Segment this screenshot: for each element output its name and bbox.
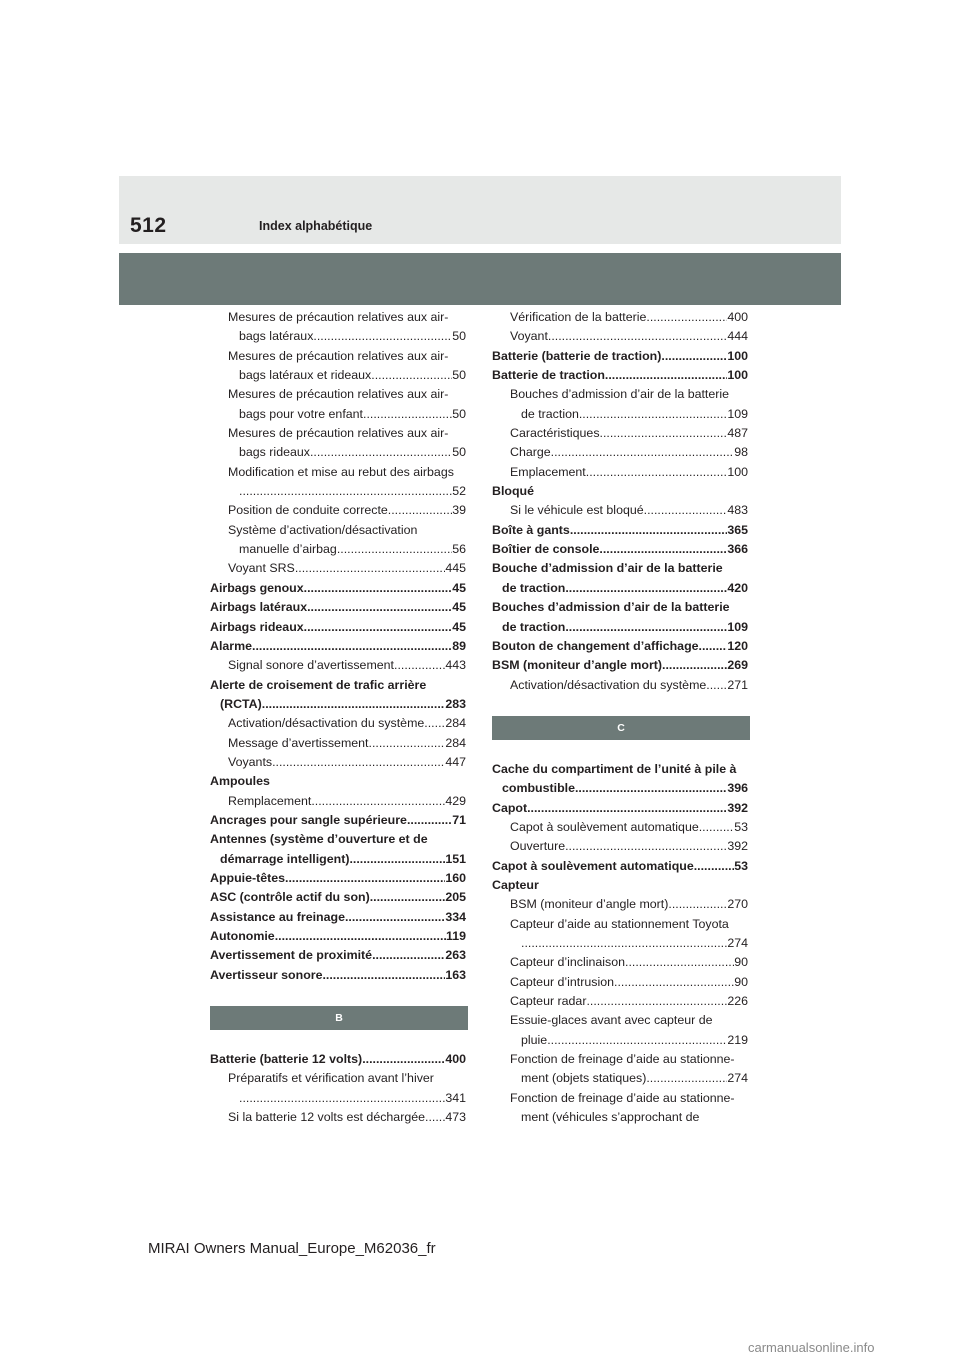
index-entry[interactable]	[210, 927, 466, 946]
index-entry-text: Voyants	[228, 754, 273, 769]
index-entry-text: Vérification de la batterie	[510, 310, 647, 324]
index-entry-text: Si la batterie 12 volts est déchargée	[228, 1110, 425, 1125]
index-entry-text: manuelle d’airbag	[239, 542, 337, 557]
index-entry[interactable]	[210, 734, 466, 753]
dot-leader	[252, 637, 452, 656]
index-entry-text: Autonomie	[210, 929, 275, 943]
index-entry[interactable]	[492, 656, 748, 675]
index-entry-text: Position de conduite correcte	[228, 503, 388, 518]
index-entry[interactable]	[492, 579, 748, 598]
index-entry-page[interactable]: 90	[734, 955, 748, 970]
index-entry[interactable]	[492, 559, 748, 578]
index-entry-page[interactable]: 90	[734, 974, 748, 989]
index-entry-page[interactable]: 50	[452, 368, 466, 383]
index-column-left	[210, 308, 466, 1127]
index-entry[interactable]	[492, 973, 748, 992]
index-entry-text: de traction	[521, 406, 579, 421]
dot-leader	[644, 501, 728, 520]
index-entry-page[interactable]: 400	[445, 1052, 466, 1067]
section-spacer	[492, 695, 748, 716]
index-entry-page[interactable]: 274	[727, 935, 748, 950]
dot-leader	[311, 792, 445, 811]
index-entry-text: BSM (moniteur d’angle mort)	[492, 658, 663, 673]
index-entry-page[interactable]: 392	[727, 800, 748, 815]
dot-leader	[322, 966, 445, 985]
section-title: Index alphabétique	[259, 219, 373, 233]
index-entry[interactable]	[492, 501, 748, 520]
index-entry[interactable]	[210, 598, 466, 617]
index-entry-page[interactable]: 205	[445, 890, 466, 905]
index-entry-page[interactable]: 487	[727, 426, 748, 441]
index-entry-page[interactable]: 50	[452, 406, 466, 421]
index-entry-page[interactable]: 420	[727, 580, 748, 595]
index-entry-page[interactable]: 53	[734, 819, 748, 834]
index-entry-text: Ampoules	[210, 774, 270, 789]
dot-leader	[551, 443, 735, 462]
index-entry[interactable]	[210, 482, 466, 501]
index-entry[interactable]	[492, 308, 748, 327]
index-entry-text: Voyant SRS	[228, 561, 295, 576]
index-entry-text: combustible	[502, 781, 575, 796]
index-entry-page[interactable]: 284	[445, 735, 466, 750]
index-entry[interactable]	[210, 676, 466, 695]
index-entry-text: Capteur radar	[510, 994, 587, 1008]
dot-leader	[372, 946, 445, 965]
index-entry-page[interactable]: 365	[727, 522, 748, 537]
index-entry-text: bags latéraux et rideaux	[239, 368, 372, 383]
header-divider-band	[119, 253, 841, 305]
dot-leader	[363, 405, 452, 424]
dot-leader	[349, 850, 445, 869]
dot-leader	[310, 443, 452, 462]
dot-leader	[371, 366, 452, 385]
dot-leader	[304, 618, 453, 637]
index-entry-text: Appuie-têtes	[210, 870, 286, 885]
index-entry-text: Mesures de précaution relatives aux air-	[228, 426, 449, 441]
section-spacer	[210, 985, 466, 1006]
index-entry[interactable]	[210, 559, 466, 578]
index-entry-page[interactable]: 263	[445, 948, 466, 963]
dot-leader	[614, 973, 734, 992]
index-entry[interactable]	[492, 760, 748, 779]
dot-leader	[668, 895, 727, 914]
index-entry-text: Voyant	[510, 329, 548, 344]
dot-leader	[424, 714, 445, 733]
index-entry-text: Charge	[510, 445, 551, 460]
index-entry-text: Modification et mise au rebut des airbags	[228, 464, 454, 479]
index-entry-text: Boîte à gants	[492, 522, 570, 537]
index-entry-page[interactable]: 226	[727, 994, 748, 1008]
index-entry-text: Mesures de précaution relatives aux air-	[228, 348, 449, 363]
index-entry-text: Cache du compartiment de l’unité à pile à	[492, 761, 737, 776]
index-entry[interactable]	[492, 1050, 748, 1069]
index-entry-page[interactable]: 447	[445, 754, 466, 769]
index-entry-text: Bouton de changement d’affichage	[492, 638, 699, 653]
index-entry[interactable]	[210, 618, 466, 637]
index-entry-text: bags pour votre enfant	[239, 406, 363, 421]
index-entry-page[interactable]: 444	[727, 329, 748, 344]
dot-leader	[661, 347, 727, 366]
index-entry[interactable]	[210, 714, 466, 733]
index-entry[interactable]	[492, 1108, 748, 1127]
index-entry-page[interactable]: 89	[452, 638, 466, 653]
index-entry-page[interactable]: 50	[452, 329, 466, 344]
dot-leader	[394, 656, 445, 675]
index-entry[interactable]	[492, 1031, 748, 1050]
index-entry-page[interactable]: 160	[445, 870, 466, 885]
index-entry-text: Message d’avertissement	[228, 735, 369, 750]
index-entry[interactable]	[492, 876, 748, 895]
index-entry[interactable]	[492, 1011, 748, 1030]
index-entry[interactable]	[492, 366, 748, 385]
dot-leader	[362, 1050, 445, 1069]
section-spacer	[210, 1030, 466, 1050]
index-entry[interactable]	[210, 540, 466, 559]
index-entry[interactable]	[492, 1089, 748, 1108]
index-entry-text: pluie	[521, 1032, 548, 1047]
index-entry-page[interactable]: 45	[452, 580, 466, 595]
index-entry-text: bags latéraux	[239, 329, 314, 344]
dot-leader	[369, 734, 446, 753]
index-entry[interactable]	[210, 637, 466, 656]
index-entry-text: de traction	[502, 580, 566, 595]
index-entry-page[interactable]: 39	[452, 503, 466, 518]
index-entry[interactable]	[492, 1069, 748, 1088]
index-entry[interactable]	[492, 521, 748, 540]
index-entry[interactable]	[210, 521, 466, 540]
dot-leader	[521, 934, 727, 953]
index-entry-page[interactable]: 151	[445, 851, 466, 866]
dot-leader	[262, 695, 446, 714]
index-entry-page[interactable]: 400	[727, 310, 748, 324]
index-entry[interactable]	[492, 857, 748, 876]
index-entry-page[interactable]: 52	[452, 484, 466, 499]
index-entry-text: Avertissement de proximité	[210, 948, 373, 963]
index-entry-text: Bouche d’admission d’air de la batterie	[492, 561, 723, 576]
index-entry-page[interactable]: 109	[727, 406, 748, 421]
index-entry-page[interactable]: 392	[727, 839, 748, 854]
watermark[interactable]: carmanualsonline.info	[748, 1340, 875, 1355]
index-entry-page[interactable]: 45	[452, 619, 466, 634]
index-entry[interactable]	[492, 598, 748, 617]
index-entry-page[interactable]: 219	[727, 1032, 748, 1047]
dot-leader	[285, 869, 445, 888]
index-entry-page[interactable]: 100	[727, 348, 748, 363]
index-entry-text: Ancrages pour sangle supérieure	[210, 812, 407, 827]
index-entry[interactable]	[210, 424, 466, 443]
index-entry-text: Fonction de freinage d’aide au stationne-	[510, 1052, 735, 1067]
index-entry-text: bags rideaux	[239, 445, 310, 460]
index-entry[interactable]	[210, 966, 466, 985]
index-entry-text: Mesures de précaution relatives aux air-	[228, 387, 449, 402]
index-entry-page[interactable]: 366	[727, 542, 748, 557]
dot-leader	[646, 308, 727, 327]
index-entry-text: Préparatifs et vérification avant l’hiver	[228, 1071, 434, 1086]
dot-leader	[570, 521, 728, 540]
dot-leader	[239, 1089, 445, 1108]
index-entry[interactable]	[492, 992, 748, 1011]
index-entry-text: Si le véhicule est bloqué	[510, 503, 644, 518]
index-entry-page[interactable]: 119	[446, 929, 466, 943]
index-column-right	[492, 308, 748, 1127]
index-entry[interactable]	[210, 1089, 466, 1108]
dot-leader	[345, 908, 445, 927]
index-entry[interactable]	[492, 818, 748, 837]
index-entry[interactable]	[492, 934, 748, 953]
index-entry[interactable]	[210, 1050, 466, 1069]
dot-leader	[599, 540, 727, 559]
index-entry[interactable]	[210, 811, 466, 830]
index-entry[interactable]	[210, 850, 466, 869]
index-entry-page[interactable]: 56	[452, 542, 466, 557]
index-entry-text: Remplacement	[228, 793, 312, 808]
index-entry-text: Bouches d’admission d’air de la batterie	[510, 387, 730, 402]
index-entry-text: Capot à soulèvement automatique	[492, 858, 694, 873]
index-entry[interactable]	[492, 443, 748, 462]
dot-leader	[605, 366, 727, 385]
index-entry[interactable]	[210, 385, 466, 404]
index-entry-text: Système d’activation/désactivation	[228, 522, 418, 537]
index-entry-page[interactable]: 443	[445, 658, 466, 673]
index-entry-text: démarrage intelligent)	[220, 851, 350, 866]
dot-leader	[388, 501, 452, 520]
dot-leader	[304, 579, 453, 598]
dot-leader	[527, 799, 727, 818]
dot-leader	[586, 992, 727, 1011]
index-entry[interactable]	[492, 637, 748, 656]
header-band	[119, 176, 841, 244]
index-entry[interactable]	[210, 792, 466, 811]
index-entry[interactable]	[492, 385, 748, 404]
index-entry-text: Activation/désactivation du système	[228, 716, 425, 731]
dot-leader	[313, 327, 452, 346]
letter-section-header: B	[210, 1006, 468, 1030]
index-entry-text: Capteur d’aide au stationnement Toyota	[510, 916, 729, 931]
index-entry[interactable]	[210, 308, 466, 327]
index-entry[interactable]	[210, 463, 466, 482]
index-entry-text: BSM (moniteur d’angle mort)	[510, 897, 669, 912]
index-entry-text: Mesures de précaution relatives aux air-	[228, 310, 449, 324]
dot-leader	[565, 579, 727, 598]
dot-leader	[699, 637, 728, 656]
index-entry-text: Alarme	[210, 638, 253, 653]
index-entry-text: Capteur	[492, 877, 539, 892]
index-entry-text: Activation/désactivation du système	[510, 677, 707, 692]
index-entry-text: ASC (contrôle actif du son)	[210, 890, 370, 905]
index-entry[interactable]	[210, 772, 466, 791]
dot-leader	[699, 818, 734, 837]
index-entry-text: Batterie (batterie 12 volts)	[210, 1052, 363, 1067]
index-entry-page[interactable]: 50	[452, 445, 466, 460]
index-entry-page[interactable]: 429	[445, 793, 466, 808]
index-entry-text: Assistance au freinage	[210, 909, 345, 924]
dot-leader	[694, 857, 734, 876]
index-entry-text: Capot à soulèvement automatique	[510, 819, 699, 834]
dot-leader	[275, 927, 446, 946]
index-entry-text: Capot	[492, 800, 528, 815]
index-entry-page[interactable]: 396	[727, 781, 748, 796]
dot-leader	[407, 811, 452, 830]
index-entry[interactable]	[210, 869, 466, 888]
index-entry-page[interactable]: 120	[727, 638, 748, 653]
dot-leader	[307, 598, 452, 617]
index-entry-text: Antennes (système d’ouverture et de	[210, 832, 428, 847]
index-entry[interactable]	[492, 676, 748, 695]
index-entry[interactable]	[210, 579, 466, 598]
index-entry[interactable]	[210, 888, 466, 907]
index-entry-text: Caractéristiques	[510, 426, 600, 441]
dot-leader	[547, 1031, 727, 1050]
index-entry-page[interactable]: 483	[727, 503, 748, 518]
index-entry-page[interactable]: 334	[445, 909, 466, 924]
index-entry[interactable]	[210, 946, 466, 965]
dot-leader	[586, 463, 728, 482]
index-entry-page[interactable]: 283	[445, 696, 466, 711]
index-entry-page[interactable]: 71	[452, 812, 466, 827]
page-number: 512	[130, 214, 167, 237]
index-entry-text: Airbags latéraux	[210, 600, 308, 615]
index-entry[interactable]	[492, 463, 748, 482]
dot-leader	[646, 1069, 727, 1088]
index-entry[interactable]	[210, 501, 466, 520]
index-entry[interactable]	[492, 482, 748, 501]
dot-leader	[425, 1108, 445, 1127]
index-entry[interactable]	[210, 405, 466, 424]
section-spacer	[492, 740, 748, 760]
index-entry-text: Avertisseur sonore	[210, 967, 323, 982]
index-entry-page[interactable]: 98	[734, 445, 748, 460]
index-entry-page[interactable]: 341	[445, 1090, 466, 1105]
index-entry-text: Airbags rideaux	[210, 619, 304, 634]
dot-leader	[625, 953, 734, 972]
dot-leader	[565, 837, 727, 856]
index-entry-page[interactable]: 163	[445, 967, 466, 982]
index-entry[interactable]	[210, 1069, 466, 1088]
index-entry-text: (RCTA)	[220, 696, 262, 711]
index-entry[interactable]	[210, 908, 466, 927]
index-entry[interactable]	[492, 799, 748, 818]
index-entry[interactable]	[210, 443, 466, 462]
dot-leader	[295, 559, 446, 578]
index-entry-text: Emplacement	[510, 464, 586, 479]
index-entry[interactable]	[492, 837, 748, 856]
index-entry-text: Batterie (batterie de traction)	[492, 348, 662, 363]
index-entry-text: ment (objets statiques)	[521, 1071, 647, 1086]
index-entry-text: Bouches d’admission d’air de la batterie	[492, 600, 730, 615]
index-entry[interactable]	[492, 424, 748, 443]
index-entry-page[interactable]: 100	[727, 368, 748, 383]
index-entry-page[interactable]: 445	[445, 561, 466, 576]
index-entry-text: Signal sonore d’avertissement	[228, 658, 394, 673]
index-entry[interactable]	[492, 895, 748, 914]
index-entry-text: Ouverture	[510, 839, 566, 854]
index-entry[interactable]	[492, 953, 748, 972]
index-entry[interactable]	[492, 779, 748, 798]
index-entry[interactable]	[210, 656, 466, 675]
index-entry[interactable]	[210, 366, 466, 385]
index-entry-text: Bloqué	[492, 484, 534, 499]
index-entry-page[interactable]: 100	[727, 464, 748, 479]
letter-section-header: C	[492, 716, 750, 740]
dot-leader	[272, 753, 445, 772]
index-entry-text: Fonction de freinage d’aide au stationne-	[510, 1090, 735, 1105]
dot-leader	[600, 424, 728, 443]
dot-leader	[548, 327, 727, 346]
index-entry-page[interactable]: 269	[727, 658, 748, 673]
dot-leader	[662, 656, 727, 675]
index-entry-text: Airbags genoux	[210, 580, 304, 595]
dot-leader	[370, 888, 446, 907]
index-entry-page[interactable]: 284	[445, 716, 466, 731]
index-entry-page[interactable]: 109	[727, 619, 748, 634]
dot-leader	[579, 405, 727, 424]
index-entry-text: Alerte de croisement de trafic arrière	[210, 677, 427, 692]
dot-leader	[239, 482, 452, 501]
index-entry[interactable]	[492, 347, 748, 366]
index-entry-text: ment (véhicules s’approchant de	[521, 1110, 700, 1125]
index-entry-text: Batterie de traction	[492, 368, 605, 383]
index-entry-text: Essuie-glaces avant avec capteur de	[510, 1013, 713, 1028]
index-entry-page[interactable]: 45	[452, 600, 466, 615]
index-entry-text: Capteur d’intrusion	[510, 974, 615, 989]
dot-leader	[337, 540, 452, 559]
index-entry[interactable]	[210, 347, 466, 366]
index-entry[interactable]	[210, 1108, 466, 1127]
index-entry[interactable]	[492, 915, 748, 934]
index-entry[interactable]	[210, 753, 466, 772]
dot-leader	[575, 779, 727, 798]
index-entry[interactable]	[210, 695, 466, 714]
index-entry[interactable]	[492, 327, 748, 346]
index-entry-page[interactable]: 274	[727, 1071, 748, 1086]
index-entry-text: Capteur d’inclinaison	[510, 955, 626, 970]
index-entry[interactable]	[210, 830, 466, 849]
index-entry[interactable]	[210, 327, 466, 346]
index-entry-text: Boîtier de console	[492, 542, 600, 557]
index-entry-page[interactable]: 270	[727, 897, 748, 912]
index-entry-page[interactable]: 271	[727, 677, 748, 692]
index-entry[interactable]	[492, 540, 748, 559]
index-entry-page[interactable]: 53	[734, 858, 748, 873]
dot-leader	[706, 676, 727, 695]
index-entry-text: de traction	[502, 619, 566, 634]
index-entry[interactable]	[492, 618, 748, 637]
index-entry-page[interactable]: 473	[445, 1110, 466, 1125]
footer-manual-id: MIRAI Owners Manual_Europe_M62036_fr	[148, 1240, 436, 1257]
index-entry[interactable]	[492, 405, 748, 424]
dot-leader	[565, 618, 727, 637]
